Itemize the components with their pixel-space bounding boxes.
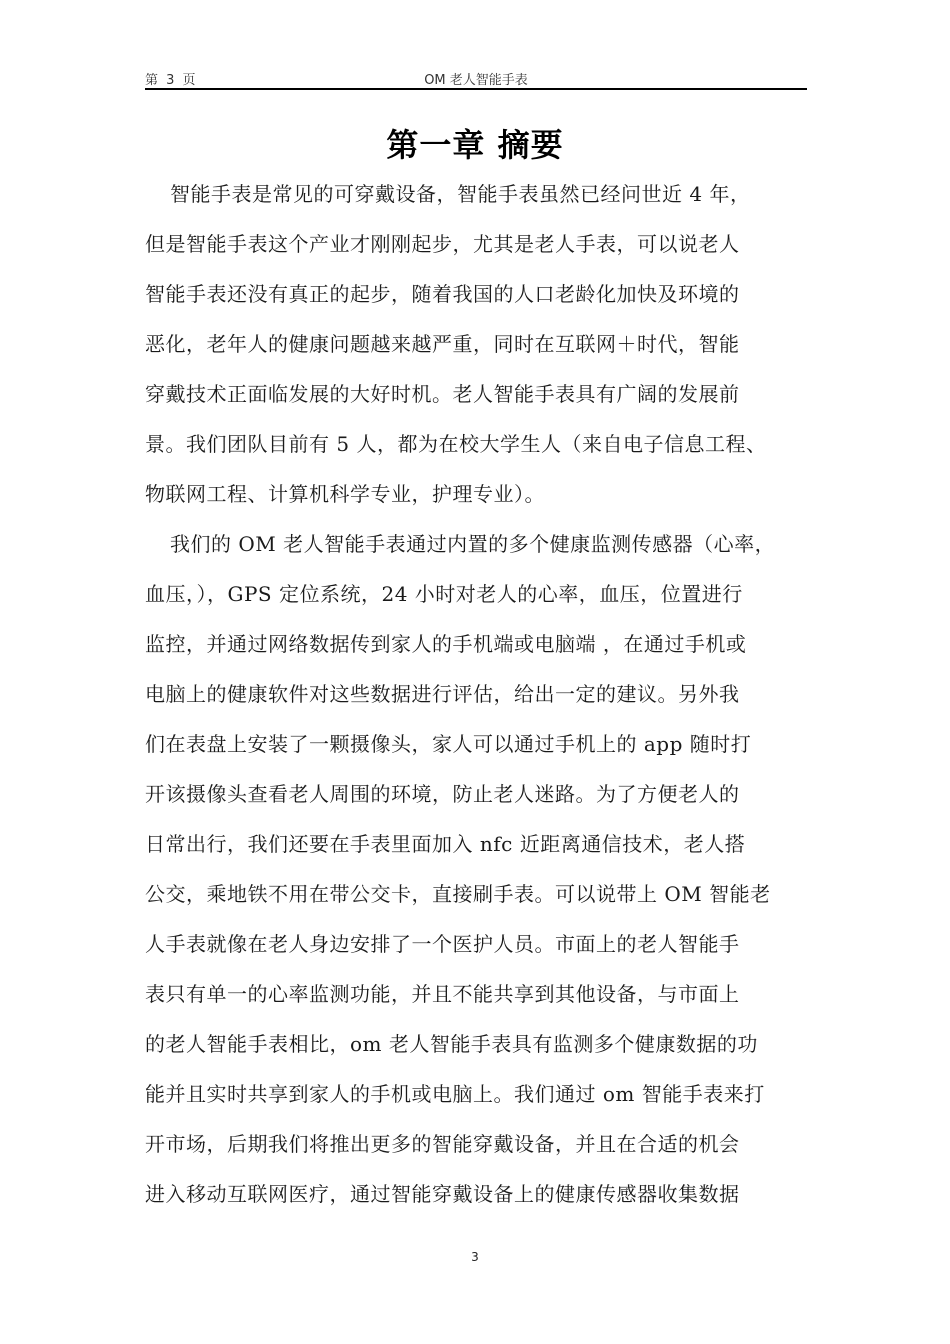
text-line: 穿戴技术正面临发展的大好时机。老人智能手表具有广阔的发展前 [145, 382, 740, 406]
page-header [145, 68, 807, 90]
text-line: 智能手表是常见的可穿戴设备，智能手表虽然已经问世近 4 年， [170, 182, 751, 206]
text-line: 但是智能手表这个产业才刚刚起步，尤其是老人手表，可以说老人 [145, 232, 740, 256]
text-line: 开该摄像头查看老人周围的环境，防止老人迷路。为了方便老人的 [145, 782, 740, 806]
document-title: OM 老人智能手表 [424, 73, 528, 88]
text-line: 监控，并通过网络数据传到家人的手机端或电脑端 ，在通过手机或 [145, 632, 747, 656]
text-line: 进入移动互联网医疗，通过智能穿戴设备上的健康传感器收集数据 [145, 1182, 740, 1206]
text-line: 物联网工程、计算机科学专业，护理专业）。 [145, 482, 545, 506]
text-line: 人手表就像在老人身边安排了一个医护人员。市面上的老人智能手 [145, 932, 740, 956]
text-line: 能并且实时共享到家人的手机或电脑上。我们通过 om 智能手表来打 [145, 1082, 765, 1106]
text-line: 我们的 OM 老人智能手表通过内置的多个健康监测传感器（心率， [170, 532, 776, 556]
text-line: 恶化，老年人的健康问题越来越严重，同时在互联网＋时代，智能 [145, 332, 740, 356]
page-number: 3 [471, 1250, 479, 1264]
text-line: 们在表盘上安装了一颗摄像头，家人可以通过手机上的 app 随时打 [145, 732, 752, 756]
text-line: 电脑上的健康软件对这些数据进行评估，给出一定的建议。另外我 [145, 682, 740, 706]
text-line: 血压，），GPS 定位系统，24 小时对老人的心率，血压，位置进行 [145, 582, 743, 606]
chapter-title: 第一章 摘要 [386, 126, 564, 164]
text-line: 公交，乘地铁不用在带公交卡，直接刷手表。可以说带上 OM 智能老 [145, 882, 771, 906]
text-line: 景。我们团队目前有 5 人，都为在校大学生人（来自电子信息工程、 [145, 432, 767, 456]
page-label: 第 3 页 [145, 73, 198, 88]
text-line: 开市场，后期我们将推出更多的智能穿戴设备，并且在合适的机会 [145, 1132, 740, 1156]
text-line: 智能手表还没有真正的起步，随着我国的人口老龄化加快及环境的 [145, 282, 740, 306]
text-line: 日常出行，我们还要在手表里面加入 nfc 近距离通信技术，老人搭 [145, 832, 746, 856]
text-line: 的老人智能手表相比，om 老人智能手表具有监测多个健康数据的功 [145, 1032, 758, 1056]
text-line: 表只有单一的心率监测功能，并且不能共享到其他设备，与市面上 [145, 982, 740, 1006]
